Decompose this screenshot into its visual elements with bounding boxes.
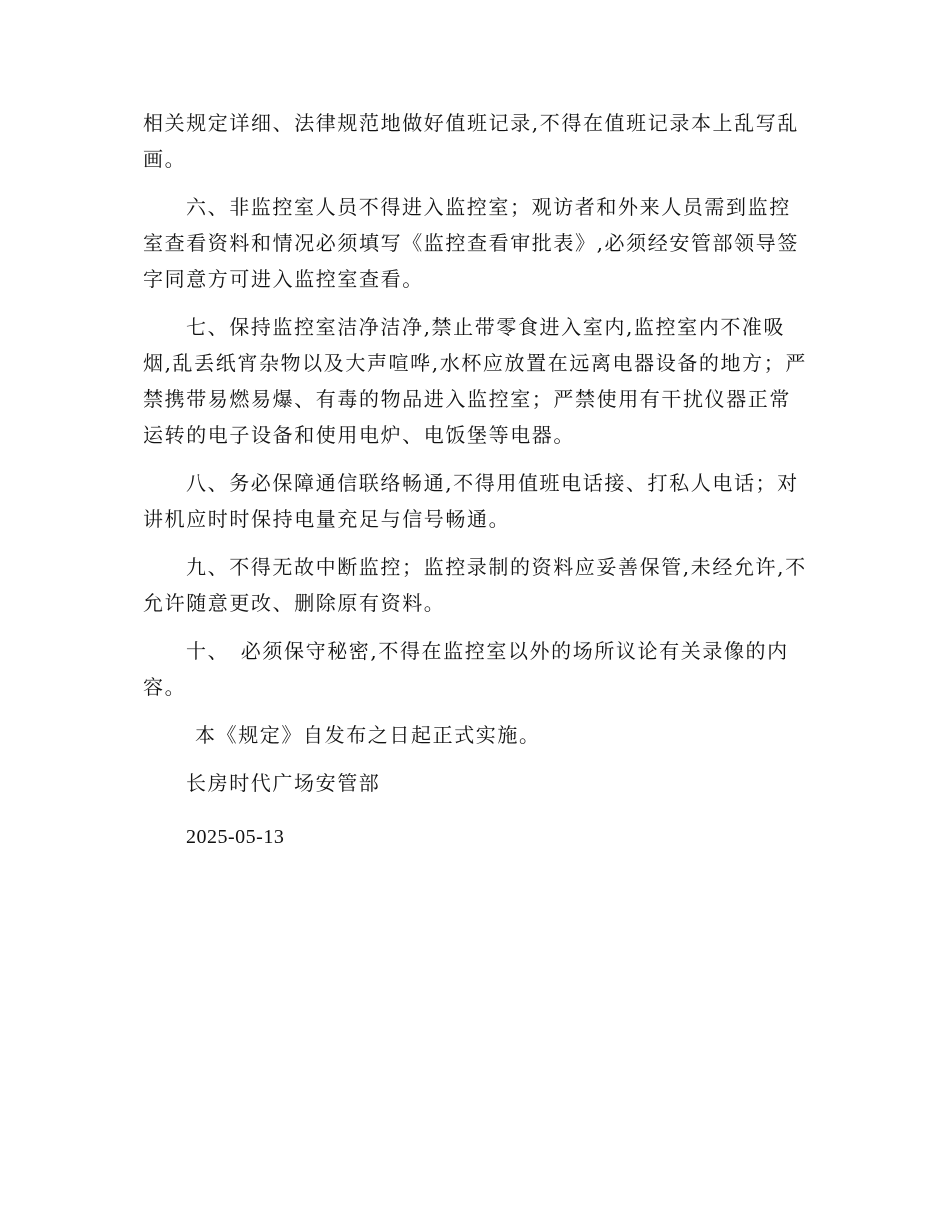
issue-date: 2025-05-13: [186, 826, 285, 848]
issuing-organization: 长房时代广场安管部: [186, 771, 381, 795]
paragraph-continuation: 相关规定详细、法律规范地做好值班记录,不得在值班记录本上乱写乱画。: [143, 111, 799, 171]
paragraph-rule-10: 十、 必须保守秘密,不得在监控室以外的场所议论有关录像的内容。: [143, 639, 789, 699]
paragraph-rule-6: 六、非监控室人员不得进入监控室；观访者和外来人员需到监控室查看资料和情况必须填写《监控查看审批表》,必须经安管部领导签字同意方可进入监控室查看。: [143, 195, 799, 291]
paragraph-rule-9: 九、不得无故中断监控；监控录制的资料应妥善保管,未经允许,不允许随意更改、删除原有资料。: [143, 555, 807, 615]
paragraph-rule-7: 七、保持监控室洁净洁净,禁止带零食进入室内,监控室内不准吸烟,乱丢纸宵杂物以及大声喧哗,水杯应放置在远离电器设备的地方；严禁携带易燃易爆、有毒的物品进入监控室；严禁使用有干扰仪器正常运转的电子设备和使用电炉、电饭堡等电器。: [143, 315, 807, 447]
effective-statement: 本《规定》自发布之日起正式实施。: [195, 723, 541, 747]
document-body: [143, 105, 808, 855]
paragraph-rule-8: 八、务必保障通信联络畅通,不得用值班电话接、打私人电话；对讲机应时时保持电量充足与信号畅通。: [143, 471, 799, 531]
